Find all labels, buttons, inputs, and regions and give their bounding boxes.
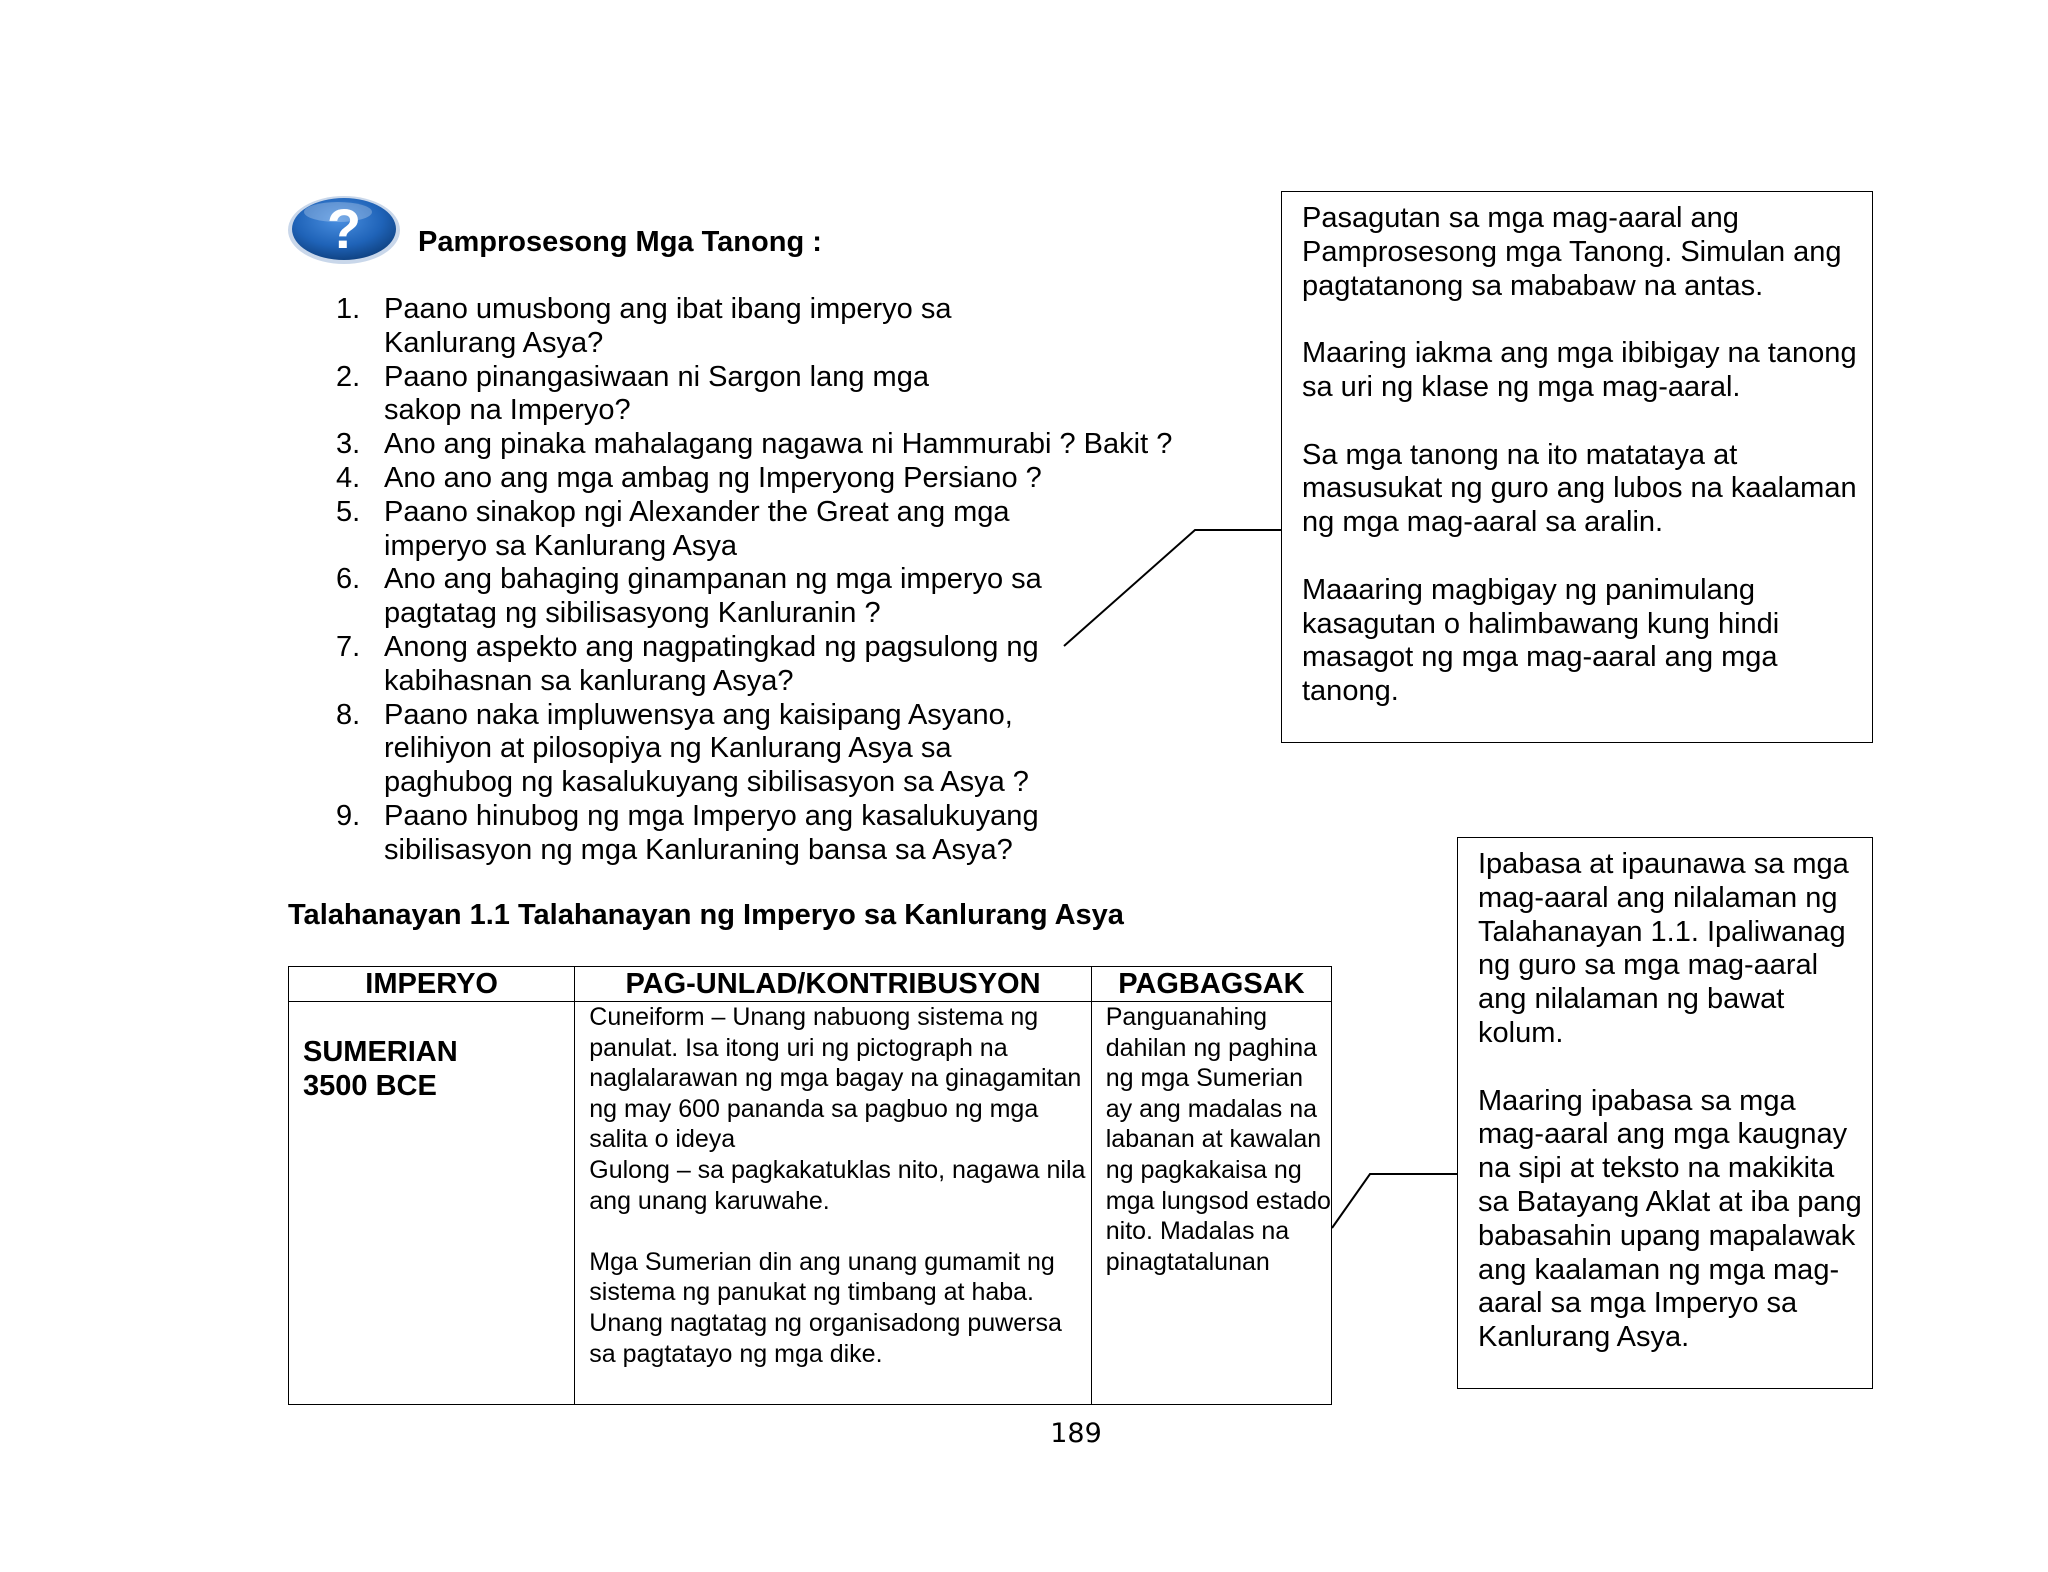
list-item (330, 462, 1230, 496)
contribution-gulong: Gulong – sa pagkakatuklas nito, nagawa nila ang unang karuwahe. (589, 1155, 1086, 1215)
note-paragraph: Maaring iakma ang mga ibibigay na tanong sa uri ng klase ng mga mag-aaral. (1302, 337, 1857, 403)
note-paragraph: Maaaring magbigay ng panimulang kasagutan o halimbawang kung hindi masagot ng mga mag-aaral ang mga tanong. (1302, 573, 1780, 708)
note-paragraph: Ipabasa at ipaunawa sa mga mag-aaral ang nilalaman ng Talahanayan 1.1. Ipaliwanag ng guro sa mga mag-aaral ang nilalaman ng bawat kolum. (1478, 848, 1849, 1049)
list-item (330, 428, 1230, 462)
question-text: Kanlurang Asya? (384, 326, 604, 359)
question-text: sibilisasyon ng mga Kanluraning bansa sa Asya? (384, 833, 1013, 866)
list-number: 1. (336, 293, 361, 325)
question-mark-icon (286, 192, 402, 266)
list-item (330, 293, 1230, 361)
question-text: Ano ang bahaging ginampanan ng mga imperyo sa (384, 563, 1042, 596)
question-text: Anong aspekto ang nagpatingkad ng pagsulong ng (384, 630, 1039, 663)
note-paragraph: Pasagutan sa mga mag-aaral ang Pamprosesong mga Tanong. Simulan ang pagtatanong sa mababaw na antas. (1302, 202, 1842, 302)
table-row (289, 1002, 1332, 1405)
empire-table (288, 966, 1332, 1405)
question-text: Paano sinakop ngi Alexander the Great ang mga (384, 495, 1010, 528)
teacher-note-questions (1281, 191, 1873, 743)
list-item (330, 361, 1230, 429)
section-heading: Pamprosesong Mga Tanong : (418, 226, 822, 258)
list-item (330, 699, 1230, 800)
cell-pagbagsak: Panguanahing dahilan ng paghina ng mga Sumerian ay ang madalas na labanan at kawalan ng pagkakaisa ng mga lungsod estado nito. Madalas na pinagtatalunan (1091, 1002, 1331, 1405)
list-number: 3. (336, 428, 361, 461)
question-text: Paano naka impluwensya ang kaisipang Asyano, (384, 698, 1013, 731)
empire-name: SUMERIAN (303, 1036, 458, 1068)
question-text: Paano umusbong ang ibat ibang imperyo sa (384, 293, 952, 325)
question-text: relihiyon at pilosopiya ng Kanlurang Asya sa (384, 732, 952, 765)
list-number: 7. (336, 630, 361, 663)
question-text: kabihasnan sa kanlurang Asya? (384, 664, 794, 697)
list-item (330, 563, 1230, 631)
column-header-pag-unlad: PAG-UNLAD/KONTRIBUSYON (575, 967, 1091, 1002)
question-text: Paano hinubog ng mga Imperyo ang kasalukuyang (384, 799, 1039, 832)
question-text: pagtatag ng sibilisasyong Kanluranin ? (384, 597, 881, 630)
list-number: 6. (336, 563, 361, 596)
list-number: 5. (336, 495, 361, 528)
cell-imperyo (289, 1002, 575, 1405)
note-paragraph: Maaring ipabasa sa mga mag-aaral ang mga kaugnay na sipi at teksto na makikita sa Batayang Aklat at iba pang babasahin upang mapalawak ang kaalaman ng mga mag-aaral sa mga Imperyo sa Kanlurang Asya. (1478, 1084, 1862, 1354)
column-header-pagbagsak: PAGBAGSAK (1091, 967, 1331, 1002)
list-item (330, 631, 1230, 699)
teacher-note-table (1457, 837, 1873, 1389)
table-title: Talahanayan 1.1 Talahanayan ng Imperyo sa Kanlurang Asya (288, 899, 1124, 931)
question-text: Ano ang pinaka mahalagang nagawa ni Hammurabi ? Bakit ? (384, 428, 1173, 461)
callout-line-table (1332, 1174, 1457, 1228)
page-number: 189 (1050, 1418, 1102, 1449)
question-text: Paano pinangasiwaan ni Sargon lang mga (384, 360, 929, 393)
note-paragraph: Sa mga tanong na ito matataya at masusukat ng guro ang lubos na kaalaman ng mga mag-aaral sa aralin. (1302, 438, 1857, 539)
question-list (330, 293, 1230, 868)
column-header-imperyo: IMPERYO (289, 967, 575, 1002)
table-header-row (289, 967, 1332, 1002)
list-number: 2. (336, 360, 361, 393)
contribution-panukat: Mga Sumerian din ang unang gumamit ng sistema ng panukat ng timbang at haba. Unang nagtatag ng organisadong puwersa sa pagtatayo ng mga dike. (589, 1247, 1062, 1368)
question-text: Ano ano ang mga ambag ng Imperyong Persiano ? (384, 461, 1042, 494)
list-number: 4. (336, 461, 361, 494)
list-item (330, 496, 1230, 564)
contribution-cuneiform: Cuneiform – Unang nabuong sistema ng panulat. Isa itong uri ng pictograph na naglalarawan ng mga bagay na ginagamitan ng may 600 pananda sa pagbuo ng mga salita o ideya (589, 1003, 1082, 1154)
question-text: sakop na Imperyo? (384, 394, 631, 427)
question-text: imperyo sa Kanlurang Asya (384, 529, 738, 562)
svg-text:?: ? (326, 197, 362, 260)
question-text: paghubog ng kasalukuyang sibilisasyon sa Asya ? (384, 766, 1029, 799)
list-number: 8. (336, 698, 361, 731)
cell-pag-unlad (575, 1002, 1091, 1405)
list-number: 9. (336, 799, 361, 832)
empire-date: 3500 BCE (303, 1069, 437, 1102)
list-item (330, 800, 1230, 868)
